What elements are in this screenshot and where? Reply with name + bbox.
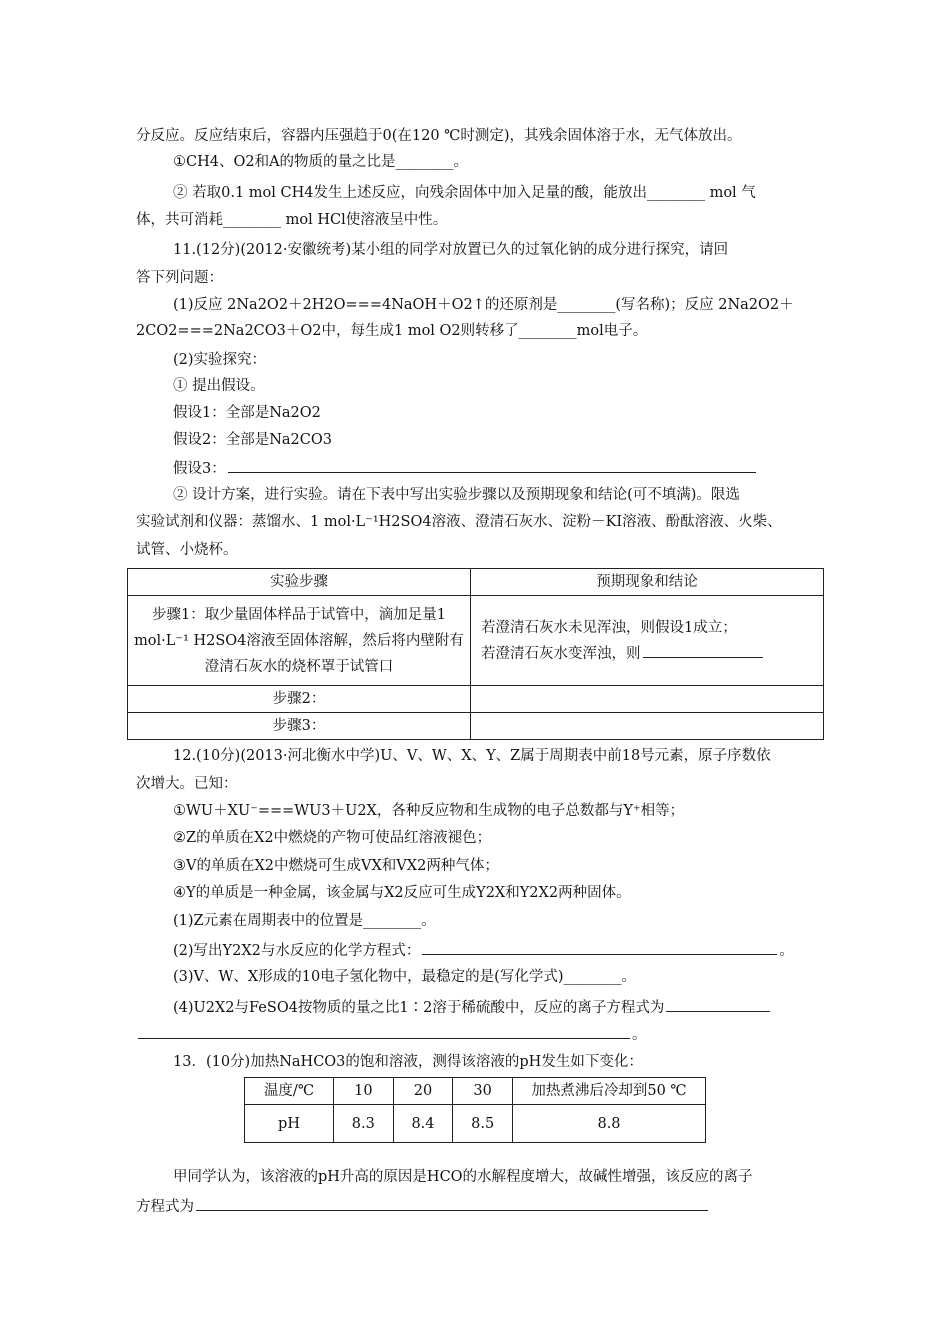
text-line <box>173 996 772 1018</box>
text-line <box>136 1195 710 1217</box>
answer-blank[interactable] <box>138 1023 630 1039</box>
text-line: (1)Z元素在周期表中的位置是________。 <box>173 913 436 929</box>
table-header: 10 <box>334 1078 394 1105</box>
table-header: 实验步骤 <box>128 569 471 596</box>
text-line: 体，共可消耗________ mol HCl使溶液呈中性。 <box>136 212 448 228</box>
conclusion-label: 若澄清石灰水变浑浊，则 <box>481 645 641 662</box>
text-line: 试管、小烧杯。 <box>136 542 238 558</box>
conclusion-text <box>481 641 817 667</box>
table-row <box>128 596 824 686</box>
table-cell: pH <box>245 1105 334 1143</box>
condition-line: ④Y的单质是一种金属，该金属与X2反应可生成Y2X和Y2X2两种固体。 <box>173 885 631 901</box>
hypothesis-3-label: 假设3： <box>173 461 226 477</box>
text-line: 实验试剂和仪器：蒸馏水、1 mol·L⁻¹H2SO4溶液、澄清石灰水、淀粉－KI溶液、酚酞溶液、火柴、 <box>136 514 782 530</box>
table-cell: 8.4 <box>393 1105 453 1143</box>
answer-blank[interactable] <box>643 642 763 658</box>
text-line: ② 设计方案，进行实验。请在下表中写出实验步骤以及预期现象和结论(可不填满)。限选 <box>173 487 740 503</box>
condition-line: ①WU＋XU⁻===WU3＋U2X，各种反应物和生成物的电子总数都与Y⁺相等； <box>173 803 685 819</box>
table-cell: 8.5 <box>453 1105 513 1143</box>
conclusion-text: 若澄清石灰水未见浑浊，则假设1成立； <box>481 619 737 636</box>
condition-line: ③V的单质在X2中燃烧可生成VX和VX2两种气体； <box>173 858 499 874</box>
table-header: 预期现象和结论 <box>471 569 824 596</box>
question-label: (2)写出Y2X2与水反应的化学方程式： <box>173 943 421 959</box>
table-cell: 8.3 <box>334 1105 394 1143</box>
question-label: 方程式为 <box>136 1199 194 1215</box>
answer-line: 。 <box>136 1023 647 1045</box>
table-header-row <box>128 569 824 596</box>
empty-cell[interactable] <box>471 713 824 740</box>
table-header: 30 <box>453 1078 513 1105</box>
text-line: (2)实验探究： <box>173 352 267 368</box>
table-cell: 8.8 <box>513 1105 706 1143</box>
text-line: 2CO2===2Na2CO3＋O2中，每生成1 mol O2则转移了________mol电子。 <box>136 323 648 339</box>
hypothesis-3 <box>173 457 758 479</box>
answer-blank[interactable] <box>228 457 756 473</box>
question-label: (4)U2X2与FeSO4按物质的量之比1∶2溶于稀硫酸中，反应的离子方程式为 <box>173 1000 665 1016</box>
step-2-cell: 步骤2： <box>128 686 471 713</box>
conclusion-cell <box>471 596 824 686</box>
question-11-heading: 11.(12分)(2012·安徽统考)某小组的同学对放置已久的过氧化钠的成分进行探究，请回 <box>173 242 729 258</box>
answer-blank[interactable] <box>196 1195 708 1211</box>
text-line: (1)反应 2Na2O2＋2H2O===4NaOH＋O2↑的还原剂是________(写名称)；反应 2Na2O2＋ <box>173 297 794 313</box>
hypothesis-2: 假设2：全部是Na2CO3 <box>173 432 332 448</box>
condition-line: ②Z的单质在X2中燃烧的产物可使品红溶液褪色； <box>173 830 492 846</box>
text-line: (2)写出Y2X2与水反应的化学方程式： 。 <box>173 939 794 961</box>
text-line: (3)V、W、X形成的10电子氢化物中，最稳定的是(写化学式)________。 <box>173 969 636 985</box>
experiment-table <box>127 568 824 740</box>
table-row <box>128 713 824 740</box>
text-line: ①CH4、O2和A的物质的量之比是________。 <box>173 154 469 170</box>
answer-blank[interactable] <box>666 996 770 1012</box>
hypothesis-1: 假设1：全部是Na2O2 <box>173 405 321 421</box>
text-line: ① 提出假设。 <box>173 378 265 394</box>
empty-cell[interactable] <box>471 686 824 713</box>
table-header: 20 <box>393 1078 453 1105</box>
answer-blank[interactable] <box>422 939 777 955</box>
table-header-row <box>245 1078 706 1105</box>
table-header: 温度/℃ <box>245 1078 334 1105</box>
table-row <box>245 1105 706 1143</box>
table-header: 加热煮沸后冷却到50 ℃ <box>513 1078 706 1105</box>
question-13-heading: 13．(10分)加热NaHCO3的饱和溶液，测得该溶液的pH发生如下变化： <box>173 1054 643 1070</box>
question-12-heading: 12.(10分)(2013·河北衡水中学)U、V、W、X、Y、Z属于周期表中前18号元素，原子序数依 <box>173 748 771 764</box>
step-1-cell: 步骤1：取少量固体样品于试管中，滴加足量1 mol·L⁻¹ H2SO4溶液至固体溶解，然后将内壁附有澄清石灰水的烧杯罩于试管口 <box>128 596 471 686</box>
table-row <box>128 686 824 713</box>
text-line: ② 若取0.1 mol CH4发生上述反应，向残余固体中加入足量的酸，能放出________ mol 气 <box>173 185 756 201</box>
ph-table <box>244 1077 706 1143</box>
question-11-heading: 答下列问题： <box>136 270 223 286</box>
question-12-heading: 次增大。已知： <box>136 776 238 792</box>
text-line: 分反应。反应结束后，容器内压强趋于0(在120 ℃时测定)，其残余固体溶于水，无气体放出。 <box>136 128 742 144</box>
step-3-cell: 步骤3： <box>128 713 471 740</box>
text-line: 甲同学认为，该溶液的pH升高的原因是HCO的水解程度增大，故碱性增强，该反应的离子 <box>173 1169 753 1185</box>
